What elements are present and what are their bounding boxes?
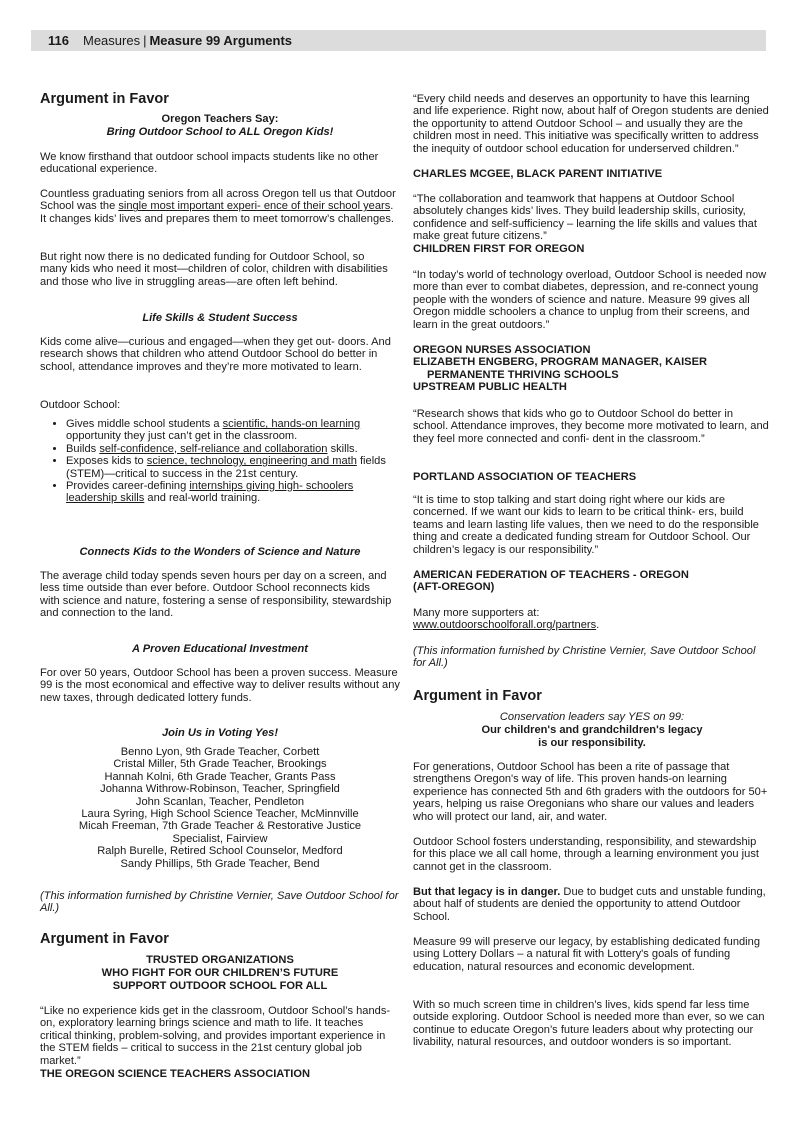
paragraph: Many more supporters at: www.outdoorschoolforall.org/partners. xyxy=(413,607,600,632)
paragraph: For generations, Outdoor School has been a rite of passage that strengthens Oregon's way of life. This proven hands-on learning experience has connected 5th and 6th graders with the outdoors for 50+ years, helping us raise Oregonians who share our values and leaders who will protect our land, air, and water. xyxy=(413,761,768,823)
quote: “It is time to stop talking and start doing right where our kids are concerned. If we want our kids to learn to be critical think- ers, build teams and learn lasting life values, then we need to do the responsible thing and create a dedicated funding stream for Outdoor School. Our children’s legacy is our responsibility.” xyxy=(413,494,759,556)
quote-attribution: AMERICAN FEDERATION OF TEACHERS - OREGON (AFT-OREGON) xyxy=(413,569,689,594)
quote-attribution: OREGON NURSES ASSOCIATION ELIZABETH ENGBERG, PROGRAM MANAGER, KAISER PERMANENTE THRIVING SCHOOLS UPSTREAM PUBLIC HEALTH xyxy=(413,344,707,394)
section-heading: Join Us in Voting Yes! xyxy=(161,727,279,739)
list-item: • Gives middle school students a scientific, hands-on learning opportunity they just can’t get in the classroom. xyxy=(66,418,400,443)
supporters-link[interactable]: www.outdoorschoolforall.org/partners xyxy=(413,619,597,632)
signer: Specialist, Fairview xyxy=(172,832,268,845)
furnished-note: (This information furnished by Christine Vernier, Save Outdoor School for All.) xyxy=(40,890,399,915)
argument-subheading: Our children's and grandchildren's legacy xyxy=(481,724,703,736)
section-heading: Connects Kids to the Wonders of Science and Nature xyxy=(79,546,361,558)
paragraph: Outdoor School: xyxy=(40,399,121,411)
header-separator: | xyxy=(143,33,147,48)
signer: Johanna Withrow-Robinson, Teacher, Springfield xyxy=(100,783,340,796)
paragraph: We know firsthand that outdoor school impacts students like no other educational experience. xyxy=(40,151,379,176)
quote: “In today’s world of technology overload, Outdoor School is needed now more than ever to combat diabetes, depression, and re-connect young people with the wonders of science and nature. Measure 99 gives all Oregon middle schoolers a chance to unplug from their screens, and learn in the great outdoors.” xyxy=(413,269,767,331)
argument-subheading: TRUSTED ORGANIZATIONS xyxy=(146,954,294,966)
argument-heading: Argument in Favor xyxy=(40,931,169,947)
argument-heading: Argument in Favor xyxy=(413,688,542,704)
paragraph: Kids come alive—curious and engaged—when they get out- doors. And research shows that children who attend Outdoor School do better in school, attendance improves and they’re more motivated to learn. xyxy=(40,336,391,373)
list-item: • Builds self-confidence, self-reliance and collaboration skills. xyxy=(66,443,400,455)
paragraph: But that legacy is in danger. Due to budget cuts and unstable funding, about half of students are denied the opportunity to attend Outdoor School. xyxy=(413,886,766,923)
quote: “Research shows that kids who go to Outdoor School do better in school. Attendance improves, they become more motivated to learn, and they feel more connected and confi- dent in the classroom.” xyxy=(413,408,769,445)
paragraph: The average child today spends seven hours per day on a screen, and less time outside than ever before. Outdoor School reconnects kids with science and nature, fostering a sense of responsibility, stewardship and connection to the land. xyxy=(40,570,392,620)
furnished-note: (This information furnished by Christine Vernier, Save Outdoor School for All.) xyxy=(413,645,756,670)
argument-subheading: Bring Outdoor School to ALL Oregon Kids! xyxy=(106,126,334,138)
signer: Cristal Miller, 5th Grade Teacher, Brookings xyxy=(113,758,327,771)
signer: Benno Lyon, 9th Grade Teacher, Corbett xyxy=(120,746,320,758)
signer-list xyxy=(40,746,400,870)
list-item: • Exposes kids to science, technology, engineering and math fields (STEM)—critical to success in the 21st century. xyxy=(66,455,400,480)
signer: Laura Syring, High School Science Teacher, McMinnville xyxy=(81,808,359,821)
argument-heading: Argument in Favor xyxy=(40,91,169,107)
quote-attribution: PORTLAND ASSOCIATION OF TEACHERS xyxy=(413,471,637,483)
page-header xyxy=(31,30,766,51)
paragraph: Countless graduating seniors from all across Oregon tell us that Outdoor School was the single most important experi- ence of their school years. It changes kids’ lives and prepares them to meet tomorrow’s challenges. xyxy=(40,188,396,225)
signer: Ralph Burelle, Retired School Counselor, Medford xyxy=(97,845,343,858)
section-label: Measures xyxy=(82,33,141,48)
section-heading: A Proven Educational Investment xyxy=(132,643,308,655)
paragraph: Measure 99 will preserve our legacy, by establishing dedicated funding using Lottery Dollars – a natural fit with Lottery's goals of funding education, natural resources and economic development. xyxy=(413,936,760,973)
argument-subheading: WHO FIGHT FOR OUR CHILDREN’S FUTURE xyxy=(101,967,339,979)
page-number: 116 xyxy=(48,33,69,48)
paragraph: But right now there is no dedicated funding for Outdoor School, so many kids who need it most—children of color, children with disabilities and those who live in struggling areas—are often left behind. xyxy=(40,251,388,288)
quote-attribution: CHARLES MCGEE, BLACK PARENT INITIATIVE xyxy=(413,168,663,180)
quote: “The collaboration and teamwork that happens at Outdoor School absolutely changes kids’ lives. They build leadership skills, curiosity, confidence and self-sufficiency – learning the life skills and values that make great future citizens.” xyxy=(413,193,757,243)
argument-subheading: is our responsibility. xyxy=(538,737,646,749)
quote-attribution: THE OREGON SCIENCE TEACHERS ASSOCIATION xyxy=(40,1068,310,1080)
argument-subheading: SUPPORT OUTDOOR SCHOOL FOR ALL xyxy=(112,980,328,992)
signer: Micah Freeman, 7th Grade Teacher & Restorative Justice xyxy=(78,820,362,833)
quote: “Every child needs and deserves an opportunity to have this learning and life experience. Right now, about half of Oregon students are denied the opportunity to attend Outdoor School – and usually they are the children most in need. This initiative was specifically written to address the inequity of outdoor school education for underserved children.” xyxy=(413,93,769,155)
paragraph: With so much screen time in children’s lives, kids spend far less time outside exploring. Outdoor School is needed more than ever, so we can continue to educate Oregon’s future leaders about why protecting our livability, natural resources, and outdoor wonders is so important. xyxy=(413,999,765,1049)
quote-attribution: CHILDREN FIRST FOR OREGON xyxy=(413,243,585,255)
signer: Hannah Kolni, 6th Grade Teacher, Grants Pass xyxy=(104,770,336,783)
bullet-list xyxy=(40,418,400,505)
measure-title: Measure 99 Arguments xyxy=(149,33,293,48)
paragraph: For over 50 years, Outdoor School has been a proven success. Measure 99 is the most economical and effective way to deliver results without any new taxes, through dedicated lottery funds. xyxy=(40,667,400,704)
signer: John Scanlan, Teacher, Pendleton xyxy=(135,795,305,808)
list-item: • Provides career-defining internships giving high- schoolers leadership skills and real-world training. xyxy=(66,480,400,505)
paragraph: Outdoor School fosters understanding, responsibility, and stewardship for this place we all call home, through a learning environment you just cannot get in the classroom. xyxy=(413,836,759,873)
argument-subheading: Oregon Teachers Say: xyxy=(161,113,279,125)
argument-subheading: Conservation leaders say YES on 99: xyxy=(499,711,685,723)
quote: “Like no experience kids get in the classroom, Outdoor School’s hands-on, exploratory learning brings science and math to life. It teaches critical thinking, problem-solving, and provides important experience in the STEM fields – critical to success in the 21st century global job market.” xyxy=(40,1005,391,1067)
section-heading: Life Skills & Student Success xyxy=(142,312,298,324)
signer: Sandy Phillips, 5th Grade Teacher, Bend xyxy=(120,857,320,870)
